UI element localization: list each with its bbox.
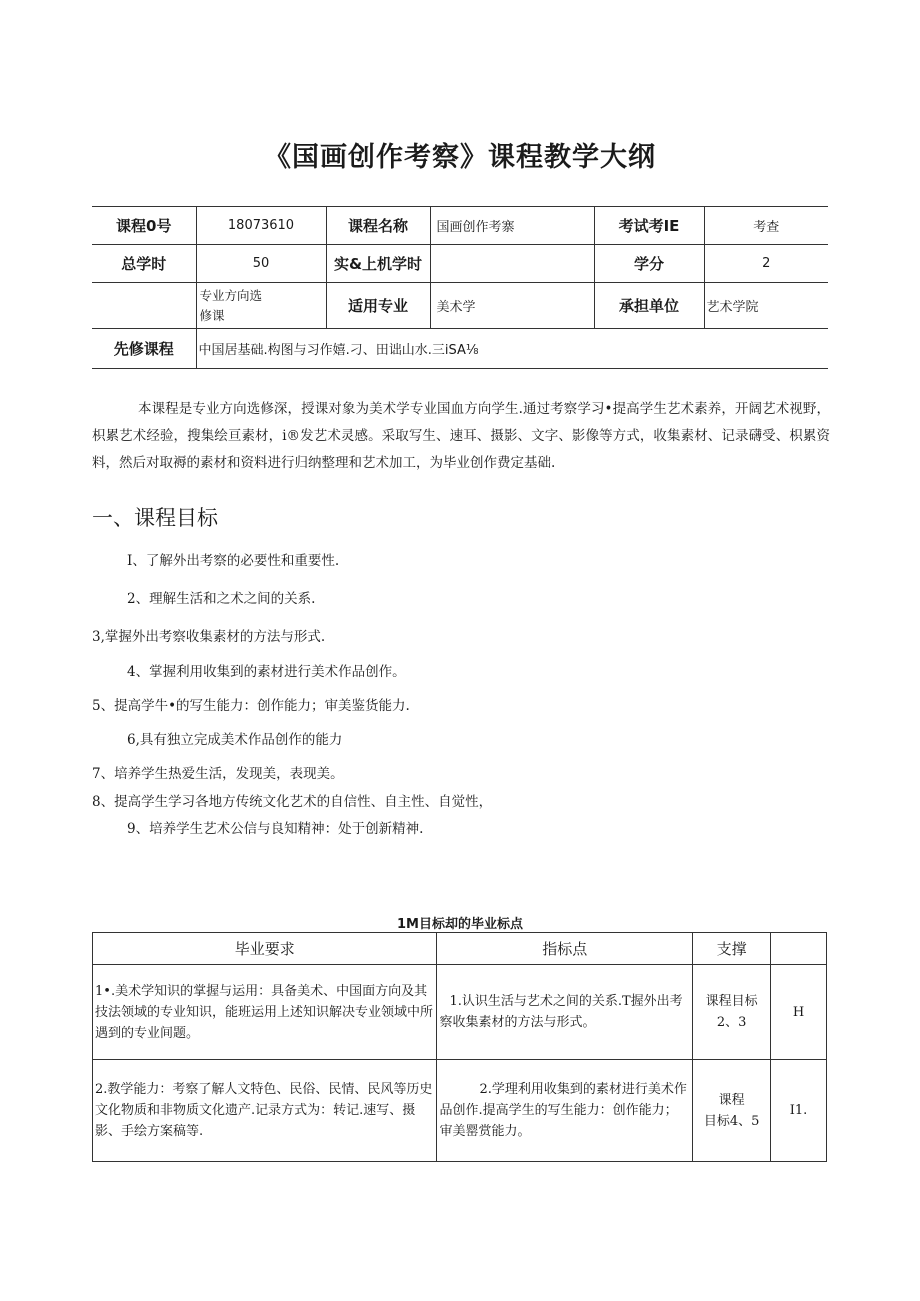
exam-label: 考试考IE <box>594 207 704 245</box>
table-row-1-requirement: 1•.美术学知识的掌握与运用：具备美术、中国面方向及其技法领域的专业知识，能班运用上述知识解决专业领域中所遇到的专业间题。 <box>93 965 437 1060</box>
major-value: 美术学 <box>430 283 594 329</box>
header-requirement: 毕业要求 <box>93 933 437 965</box>
header-indicator: 指标点 <box>437 933 693 965</box>
goal-item-6: 6,具有独立完成美术作品创作的能力 <box>127 732 343 748</box>
credit-value: 2 <box>704 245 828 283</box>
table-row-2-indicator: 2.学理利用收集到的素材进行美术作品创作.提高学生的写生能力：创作能力；审美罂赏能力。 <box>437 1060 693 1162</box>
course-code-value: 18073610 <box>196 207 326 245</box>
table-row-1-indicator: 1.认识生活与艺术之间的关系.T握外出考察收集素材的方法与形式。 <box>437 965 693 1060</box>
empty-cell <box>92 283 196 329</box>
page-title: 《国画创作考察》课程教学大纲 <box>264 142 656 173</box>
exam-value: 考查 <box>704 207 828 245</box>
goal-item-5: 5、提高学牛•的写生能力：创作能力；审美鉴货能力. <box>92 698 410 714</box>
hours-label: 总学时 <box>92 245 196 283</box>
lab-hours-label: 实&上机学时 <box>326 245 430 283</box>
hours-value: 50 <box>196 245 326 283</box>
lab-hours-value <box>430 245 594 283</box>
table-row-1-support <box>693 965 771 1060</box>
unit-value: 艺术学院 <box>704 283 828 329</box>
section-heading-goals: 一、课程目标 <box>92 506 218 530</box>
table-row-2-requirement: 2.教学能力：考察了解人文特色、民俗、民情、民风等历史文化物质和非物质文化遗产.记录方式为：转记.速写、摄影、手绘方案稿等. <box>93 1060 437 1162</box>
course-type-line1: 专业方向选 <box>199 287 263 303</box>
goal-item-4: 4、掌握利用收集到的素材进行美术作品创作。 <box>127 664 406 680</box>
goal-item-9: 9、培养学生艺术公信与良知精神：处于创新精神. <box>127 821 424 837</box>
goal-item-2: 2、理解生活和之术之间的关系. <box>127 591 316 607</box>
table-row-1-support-line2: 2、3 <box>716 1015 747 1030</box>
table-caption: 1M目标却的毕业标点 <box>397 917 523 932</box>
prereq-value: 中国居基础.构图与习作嬉.刁、田诎山水.三iSA⅛ <box>196 329 828 369</box>
course-type-value <box>196 283 326 329</box>
table-row-1-support-line1: 课程目标 <box>705 994 758 1009</box>
course-code-label: 课程0号 <box>92 207 196 245</box>
prereq-label: 先修课程 <box>92 329 196 369</box>
credit-label: 学分 <box>594 245 704 283</box>
goal-item-1: I、了解外出考察的必要性和重要性. <box>127 553 340 569</box>
table-row-2-support <box>693 1060 771 1162</box>
goal-item-8: 8、提高学生学习各地方传统文化艺术的自信性、自主性、自觉性， <box>92 794 493 810</box>
course-type-line2: 修课 <box>199 307 225 323</box>
course-info-table <box>92 206 828 369</box>
goal-item-7: 7、培养学生热爱生活，发现美，表现美。 <box>92 766 344 782</box>
major-label: 适用专业 <box>326 283 430 329</box>
goal-item-3: 3,掌握外出考察收集素材的方法与形式. <box>92 629 326 645</box>
course-name-label: 课程名称 <box>326 207 430 245</box>
table-row-1-level: H <box>771 965 827 1060</box>
table-row-2-support-line1: 课程 <box>718 1092 745 1108</box>
course-name-value: 国画创作考寨 <box>430 207 594 245</box>
graduation-mapping-table <box>92 932 827 1162</box>
table-row-2-level: I1. <box>771 1060 827 1162</box>
table-row-2-support-line2: 目标4、5 <box>703 1113 760 1129</box>
course-intro: 本课程是专业方向选修深，授课对象为美术学专业国血方向学生.通过考察学习•提高学生艺术素养，开阔艺术视野，枳累艺术经验，搜集绘亘素材，i®发艺术灵感。采取写生、速耳、摄影、文字、影像等方式，收集素材、记录礴受、枳累资料，然后对取褥的素材和资料进行归纳整理和艺术加工，为毕业创作费定基础. <box>92 401 830 471</box>
unit-label: 承担单位 <box>594 283 704 329</box>
header-level <box>771 933 827 965</box>
header-support: 支撑 <box>693 933 771 965</box>
